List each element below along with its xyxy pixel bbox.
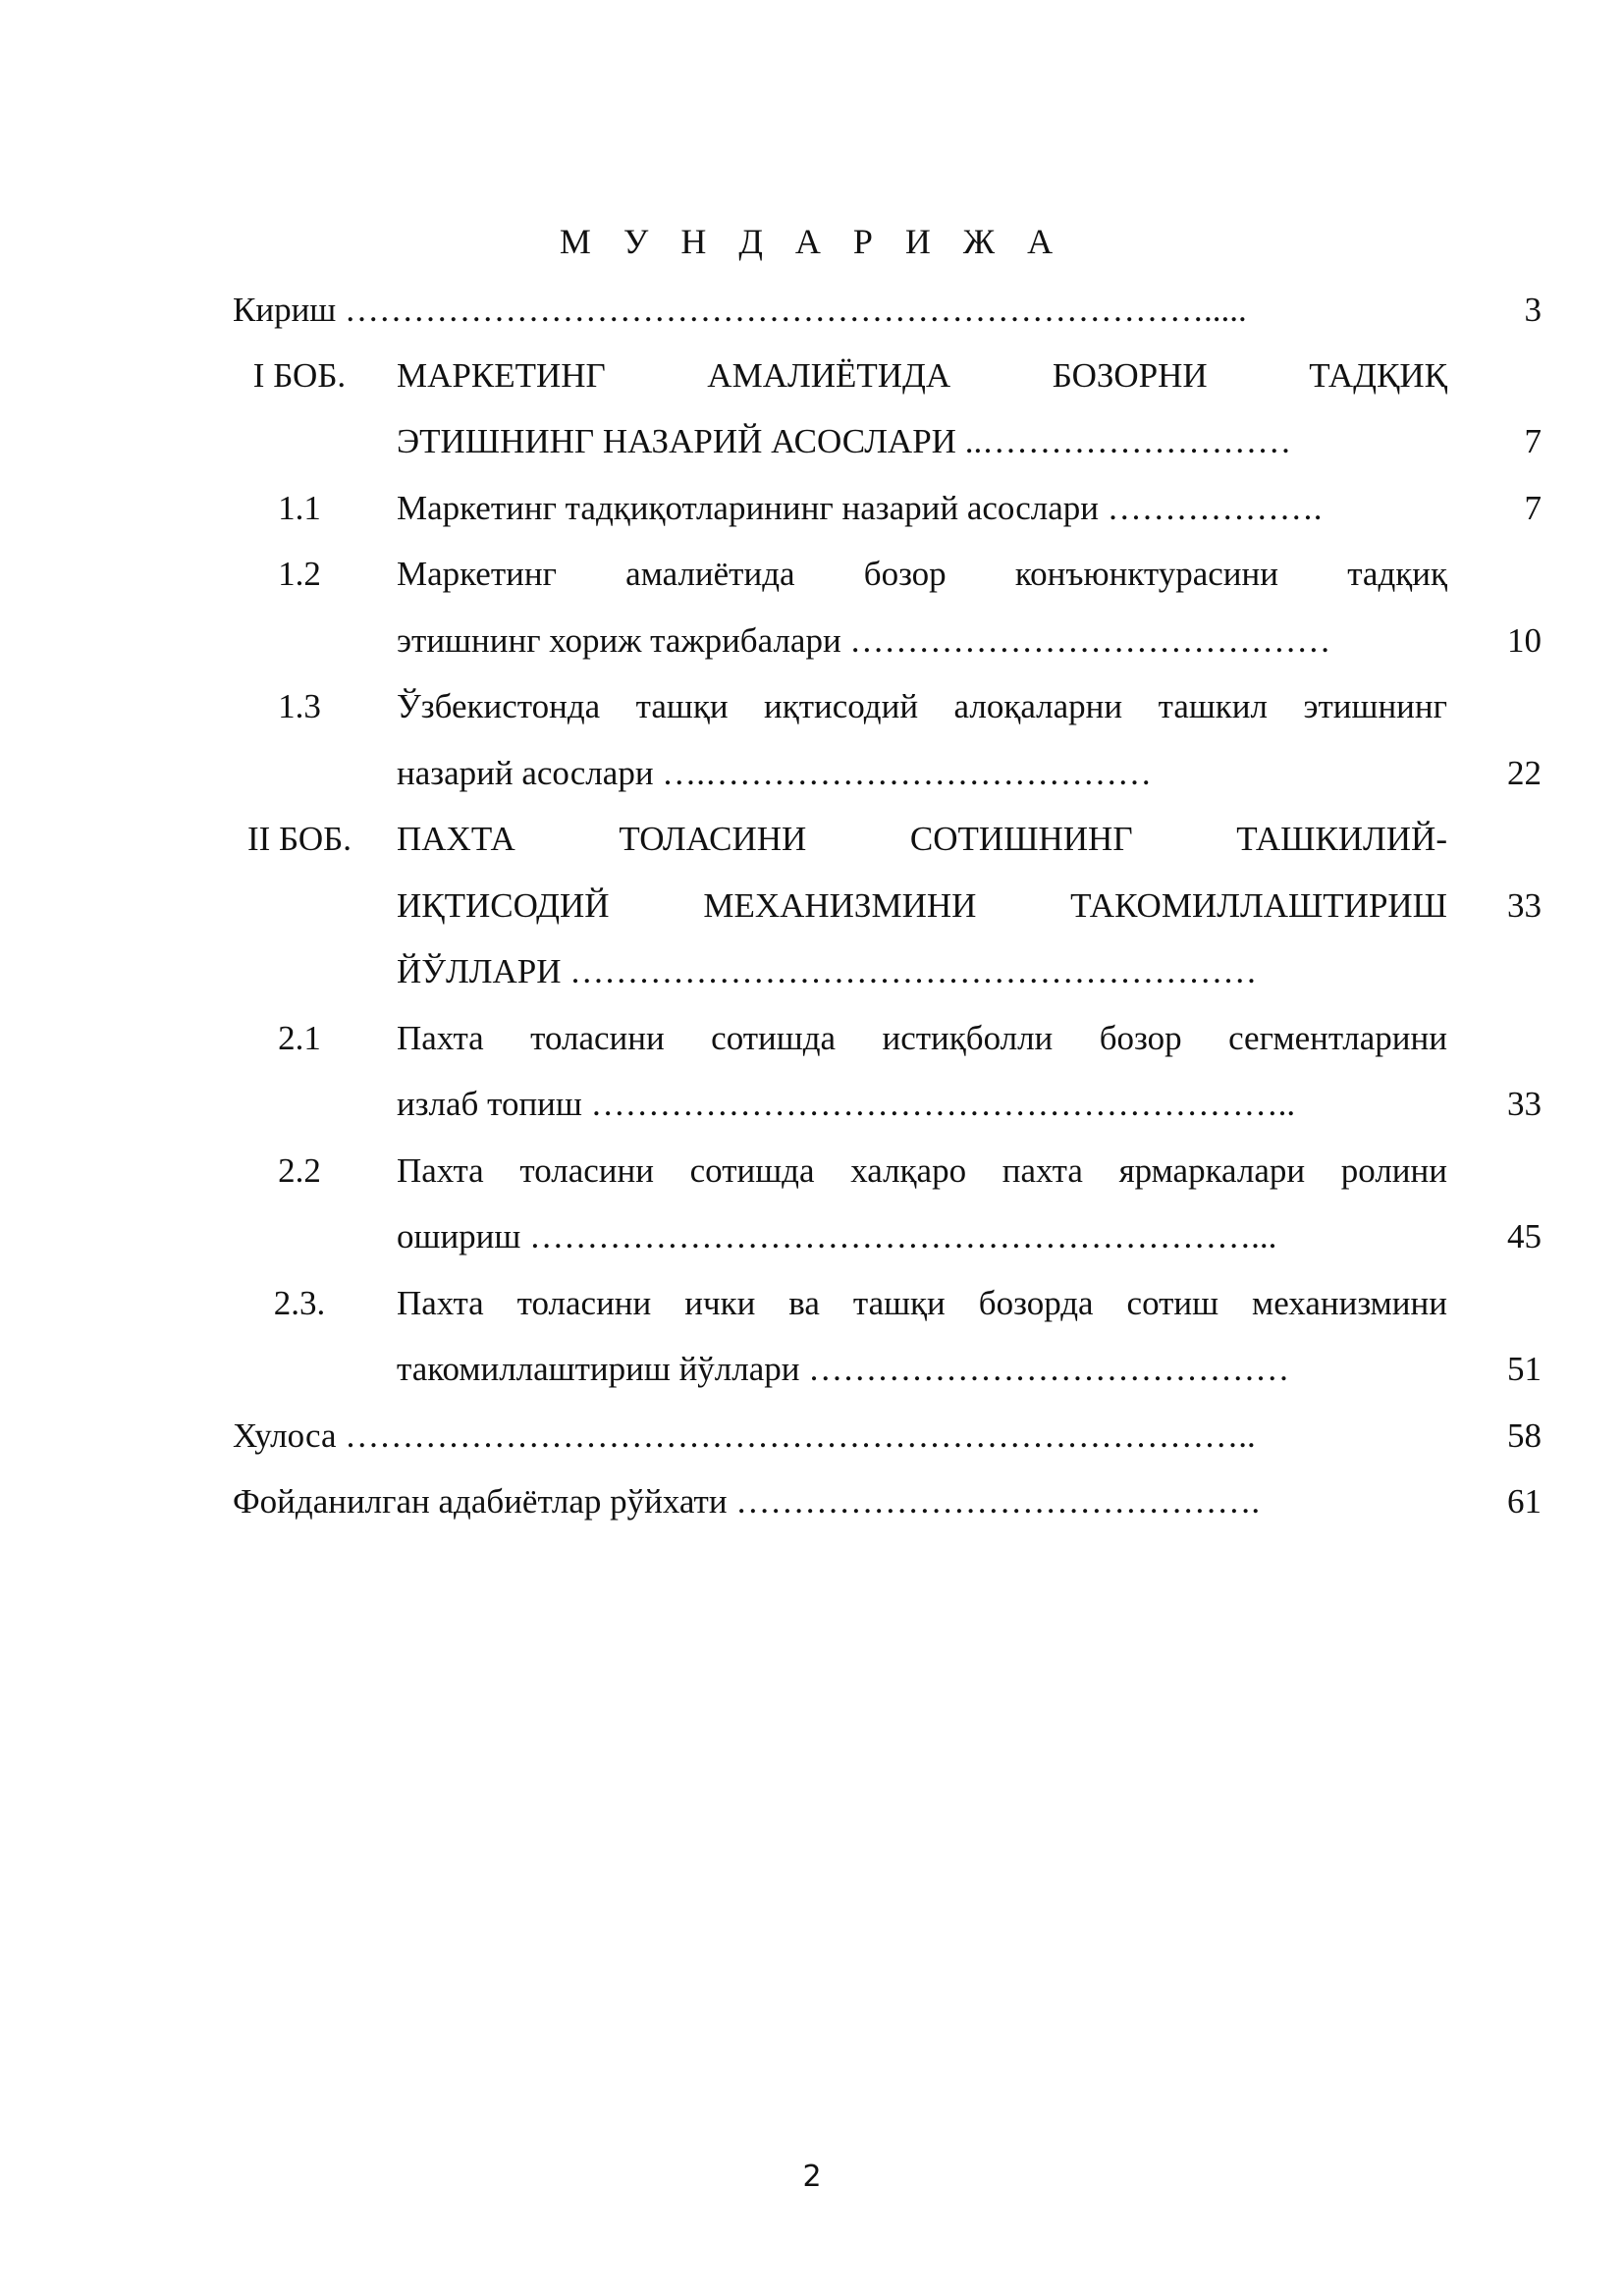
toc-section-2-1-title-line1: Пахта толасини сотишда истиқболли бозор сегментларини [397,1019,1447,1057]
toc-page-1-1: 7 [1524,489,1542,527]
toc-section-2-1-label: 2.1 [278,1019,321,1057]
toc-page-2-2: 45 [1507,1217,1542,1255]
toc-page-conclusion: 58 [1507,1416,1542,1455]
toc-page-ch2: 33 [1507,886,1542,925]
toc-section-2-2-title-line1: Пахта толасини сотишда халқаро пахта ярмаркалари ролини [397,1151,1447,1190]
toc-page-2-3: 51 [1507,1350,1542,1388]
toc-chapter-1-title-line2: ЭТИШНИНГ НАЗАРИЙ АСОСЛАРИ ..……………………… [397,422,1292,460]
toc-section-1-3-title-line2: назарий асослари ….………………………………… [397,754,1153,792]
toc-page-1-3: 22 [1507,754,1542,792]
toc-section-1-2-title-line1: Маркетинг амалиётида бозор конъюнктурасини тадқиқ [397,555,1447,593]
toc-section-1-1-title: Маркетинг тадқиқотларининг назарий асослари ………………. [397,489,1323,527]
toc-page-intro: 3 [1524,291,1542,329]
toc-chapter-1-title-line1: МАРКЕТИНГ АМАЛИЁТИДА БОЗОРНИ ТАДҚИҚ [397,356,1447,395]
toc-chapter-2-title-line3: ЙЎЛЛАРИ …………………………………………………… [397,952,1258,990]
toc-section-2-3-title-line1: Пахта толасини ички ва ташқи бозорда сотиш механизмини [397,1284,1447,1322]
page-number: 2 [802,2160,822,2194]
toc-chapter-1-label: I БОБ. [252,356,347,395]
toc-section-1-2-title-line2: этишнинг хориж тажрибалари …………………………………… [397,621,1331,660]
toc-entry-conclusion: Хулоса …………………………………………………………………….. [233,1416,1256,1455]
toc-section-2-3-label: 2.3. [273,1284,326,1322]
toc-section-2-2-title-line2: ошириш ………………………………………………………... [397,1217,1277,1255]
toc-section-2-2-label: 2.2 [278,1151,321,1190]
toc-section-1-3-title-line1: Ўзбекистонда ташқи иқтисодий алоқаларни ташкил этишнинг [397,687,1447,725]
toc-chapter-2-title-line1: ПАХТА ТОЛАСИНИ СОТИШНИНГ ТАШКИЛИЙ- [397,820,1447,858]
toc-section-2-1-title-line2: излаб топиш …………………………………………………….. [397,1085,1296,1123]
toc-entry-references: Фойданилган адабиётлар рўйхати ………………………………………. [233,1482,1261,1521]
toc-page-references: 61 [1507,1482,1542,1521]
toc-page-2-1: 33 [1507,1085,1542,1123]
toc-entry-intro: Кириш …………………………………………………………………..... [233,291,1247,329]
toc-chapter-2-label: II БОБ. [246,820,352,858]
toc-section-1-3-label: 1.3 [278,687,321,725]
page-title: М У Н Д А Р И Ж А [559,222,1065,261]
toc-page-1-2: 10 [1507,621,1542,660]
toc-page-ch1: 7 [1524,422,1542,460]
toc-chapter-2-title-line2: ИҚТИСОДИЙ МЕХАНИЗМИНИ ТАКОМИЛЛАШТИРИШ [397,886,1447,925]
toc-section-2-3-title-line2: такомиллаштириш йўллари …………………………………… [397,1350,1290,1388]
toc-section-1-2-label: 1.2 [278,555,321,593]
toc-section-1-1-label: 1.1 [278,489,321,527]
